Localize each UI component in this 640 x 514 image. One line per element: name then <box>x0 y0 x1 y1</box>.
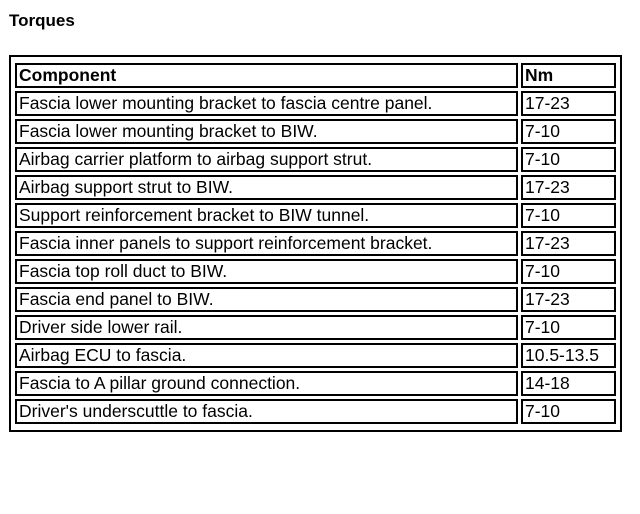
component-cell: Airbag carrier platform to airbag support strut. <box>15 147 518 172</box>
torque-value-cell: 7-10 <box>521 399 616 424</box>
component-cell: Fascia lower mounting bracket to BIW. <box>15 119 518 144</box>
table-row <box>15 175 616 200</box>
table-row <box>15 119 616 144</box>
torque-value-cell: 10.5-13.5 <box>521 343 616 368</box>
column-header-nm: Nm <box>521 63 616 88</box>
table-row <box>15 203 616 228</box>
component-cell: Driver side lower rail. <box>15 315 518 340</box>
table-row <box>15 287 616 312</box>
component-cell: Fascia top roll duct to BIW. <box>15 259 518 284</box>
component-cell: Airbag support strut to BIW. <box>15 175 518 200</box>
table-row <box>15 91 616 116</box>
component-cell: Fascia inner panels to support reinforcement bracket. <box>15 231 518 256</box>
component-cell: Support reinforcement bracket to BIW tunnel. <box>15 203 518 228</box>
torque-table-frame <box>9 55 622 432</box>
table-row <box>15 231 616 256</box>
torque-value-cell: 7-10 <box>521 203 616 228</box>
component-cell: Fascia to A pillar ground connection. <box>15 371 518 396</box>
torque-value-cell: 17-23 <box>521 91 616 116</box>
table-row <box>15 343 616 368</box>
table-row <box>15 399 616 424</box>
torque-value-cell: 7-10 <box>521 147 616 172</box>
component-cell: Fascia lower mounting bracket to fascia centre panel. <box>15 91 518 116</box>
torque-value-cell: 14-18 <box>521 371 616 396</box>
torque-value-cell: 17-23 <box>521 287 616 312</box>
component-cell: Driver's underscuttle to fascia. <box>15 399 518 424</box>
torque-value-cell: 17-23 <box>521 231 616 256</box>
component-cell: Airbag ECU to fascia. <box>15 343 518 368</box>
table-row <box>15 371 616 396</box>
torque-value-cell: 17-23 <box>521 175 616 200</box>
torque-table <box>12 60 619 427</box>
torque-value-cell: 7-10 <box>521 119 616 144</box>
torque-value-cell: 7-10 <box>521 259 616 284</box>
table-header-row <box>15 63 616 88</box>
table-row <box>15 147 616 172</box>
torque-value-cell: 7-10 <box>521 315 616 340</box>
table-row <box>15 259 616 284</box>
column-header-component: Component <box>15 63 518 88</box>
component-cell: Fascia end panel to BIW. <box>15 287 518 312</box>
table-row <box>15 315 616 340</box>
page-title: Torques <box>9 11 75 30</box>
